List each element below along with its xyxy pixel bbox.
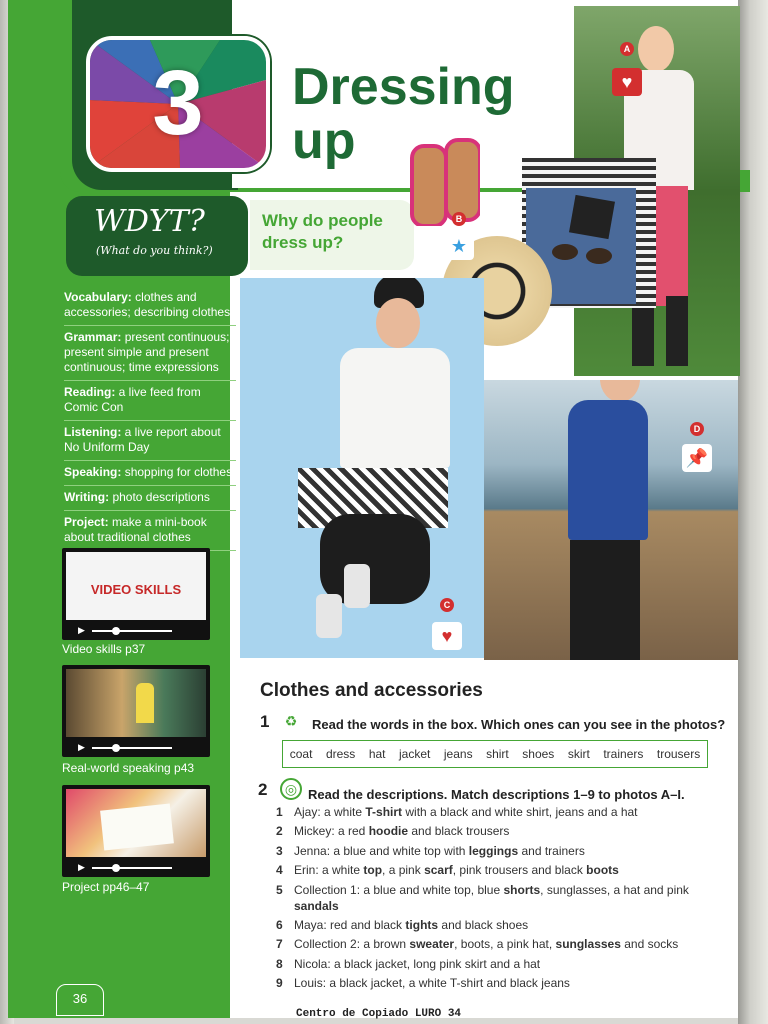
list-item bbox=[276, 975, 726, 991]
topic-label: Reading: bbox=[64, 385, 116, 399]
list-item bbox=[276, 823, 726, 839]
item-text-part: and black trousers bbox=[408, 824, 510, 839]
word-item: skirt bbox=[567, 747, 590, 761]
item-text bbox=[294, 956, 540, 972]
video-screen bbox=[66, 552, 206, 620]
topic-text: photo descriptions bbox=[109, 490, 210, 504]
wdyt-subheading: (What do you think?) bbox=[96, 244, 213, 257]
topic-item bbox=[64, 381, 236, 421]
list-item bbox=[276, 956, 726, 972]
list-item bbox=[276, 843, 726, 859]
item-number: 7 bbox=[276, 937, 283, 952]
topic-text: shopping for clothes bbox=[121, 465, 233, 479]
item-text bbox=[294, 882, 726, 914]
item-text-part: , sunglasses, a hat and pink bbox=[540, 882, 689, 897]
video-skills-logo: VIDEO SKILLS bbox=[90, 582, 182, 597]
trainer-right bbox=[344, 564, 370, 608]
item-text-part: Ajay: a white bbox=[294, 805, 366, 819]
page-number: 36 bbox=[56, 984, 104, 1016]
topic-text: a live report about No Uniform Day bbox=[64, 425, 221, 454]
sunglasses bbox=[552, 244, 616, 264]
blue-top bbox=[568, 400, 648, 540]
item-text-part: Jenna: a blue and white top with bbox=[294, 843, 469, 858]
item-number: 9 bbox=[276, 976, 283, 991]
keyword: top bbox=[363, 863, 383, 878]
exercises-panel bbox=[246, 662, 736, 1018]
video-caption: Real-world speaking p43 bbox=[62, 761, 195, 775]
unit-badge bbox=[86, 36, 270, 172]
keyword: leggings bbox=[468, 843, 519, 858]
item-text-part: Louis: a black jacket, a white T-shirt and black jeans bbox=[294, 976, 570, 991]
item-text-part: Maya: red and black bbox=[294, 917, 406, 932]
topic-label: Project: bbox=[64, 515, 109, 529]
white-tshirt bbox=[340, 348, 450, 468]
phone bbox=[569, 195, 615, 239]
word-item: jacket bbox=[399, 747, 431, 761]
item-text bbox=[294, 843, 585, 859]
item-number: 4 bbox=[276, 863, 283, 878]
video-caption: Project pp46–47 bbox=[62, 880, 150, 894]
list-item bbox=[276, 917, 726, 933]
item-text-part: and black shoes bbox=[438, 917, 529, 932]
keyword: shorts bbox=[503, 882, 541, 897]
progress-bar bbox=[92, 747, 172, 749]
unit-title-line1: Dressing bbox=[292, 58, 515, 116]
video-screen bbox=[66, 789, 206, 857]
word-item: hat bbox=[368, 747, 386, 761]
boot-right bbox=[666, 296, 688, 366]
word-item: trainers bbox=[603, 747, 644, 761]
page-edge bbox=[738, 0, 768, 1024]
item-number: 3 bbox=[276, 843, 283, 858]
keyword: T-shirt bbox=[365, 805, 403, 819]
topic-item bbox=[64, 286, 236, 326]
keyword: sweater bbox=[409, 937, 455, 952]
video-caption: Video skills p37 bbox=[62, 642, 146, 656]
black-leggings bbox=[570, 540, 640, 660]
item-text-part: with a black and white shirt, jeans and a hat bbox=[402, 805, 638, 819]
item-number: 1 bbox=[276, 805, 283, 819]
item-number: 8 bbox=[276, 956, 283, 971]
unit-number: 3 bbox=[152, 52, 204, 154]
progress-handle[interactable] bbox=[112, 864, 120, 872]
exercise-instruction: Read the words in the box. Which ones can you see in the photos? bbox=[312, 717, 726, 732]
shopper-figure bbox=[136, 683, 154, 723]
keyword: tights bbox=[405, 917, 439, 932]
exercise-instruction: Read the descriptions. Match descriptions 1–9 to photos A–I. bbox=[308, 787, 685, 802]
keyword: sandals bbox=[294, 898, 339, 913]
paper-sheet bbox=[100, 803, 174, 850]
item-text bbox=[294, 975, 570, 991]
exercise-number: 1 bbox=[260, 712, 270, 731]
wdyt-heading: WDYT? bbox=[94, 204, 205, 239]
unit-title-line2: up bbox=[292, 112, 356, 170]
photo-b-sandals bbox=[404, 130, 480, 226]
list-item bbox=[276, 882, 726, 914]
topic-text: a live feed from Comic Con bbox=[64, 385, 201, 414]
person-head bbox=[600, 380, 640, 402]
list-item bbox=[276, 862, 726, 878]
topic-label: Writing: bbox=[64, 490, 110, 504]
exercise-number: 2 bbox=[258, 780, 268, 799]
item-text bbox=[294, 804, 638, 820]
photo-tag: A bbox=[620, 42, 634, 56]
item-text-part: Mickey: a red bbox=[294, 824, 369, 839]
item-text-part: Collection 1: a blue and white top, blue bbox=[294, 882, 504, 897]
topic-item bbox=[64, 421, 236, 461]
item-number: 6 bbox=[276, 917, 283, 932]
video-screen bbox=[66, 669, 206, 737]
video-thumbnail[interactable] bbox=[62, 665, 210, 757]
item-text-part: and trainers bbox=[518, 843, 585, 858]
star-icon[interactable]: ★ bbox=[444, 232, 474, 260]
topic-text: present continuous; present simple and present continuous; time expressions bbox=[64, 330, 230, 374]
item-text-part: and socks bbox=[620, 937, 679, 952]
progress-handle[interactable] bbox=[112, 744, 120, 752]
topic-text: clothes and accessories; describing clothes bbox=[64, 290, 231, 319]
section-title: Clothes and accessories bbox=[260, 680, 483, 701]
trainer-left bbox=[316, 594, 342, 638]
item-text-part: , a pink bbox=[382, 863, 425, 878]
topic-label: Speaking: bbox=[64, 465, 122, 479]
play-icon[interactable]: ▶ bbox=[78, 742, 85, 752]
word-item: coat bbox=[289, 747, 313, 761]
footer-stamp: Centro de Copiado LURO 34 bbox=[296, 1008, 462, 1020]
item-text-part: Nicola: a black jacket, long pink skirt and a hat bbox=[294, 956, 541, 971]
word-box bbox=[282, 740, 708, 768]
topic-label: Vocabulary: bbox=[64, 290, 132, 304]
sandal-left bbox=[410, 144, 448, 226]
photo-tag: B bbox=[452, 212, 466, 226]
word-item: jeans bbox=[443, 747, 473, 761]
word-item: trousers bbox=[656, 747, 701, 761]
progress-handle[interactable] bbox=[112, 627, 120, 635]
recycle-icon: ♻ bbox=[284, 713, 298, 729]
topic-item bbox=[64, 511, 236, 551]
progress-bar bbox=[92, 630, 172, 632]
wdyt-question: Why do people dress up? bbox=[262, 211, 383, 252]
photo-tag: C bbox=[440, 598, 454, 612]
person-head bbox=[638, 26, 674, 72]
topic-item bbox=[64, 486, 236, 511]
sandal-right bbox=[444, 138, 480, 222]
list-item bbox=[276, 936, 726, 952]
play-icon[interactable]: ▶ bbox=[78, 862, 85, 872]
item-text-part: Collection 2: a brown bbox=[294, 937, 410, 952]
item-number: 5 bbox=[276, 882, 283, 897]
item-text bbox=[294, 823, 509, 839]
item-number: 2 bbox=[276, 824, 283, 839]
black-jeans bbox=[320, 514, 430, 604]
item-text-part: , boots, a pink hat, bbox=[454, 937, 556, 952]
word-item: shirt bbox=[486, 747, 509, 761]
keyword: hoodie bbox=[368, 824, 409, 839]
item-text bbox=[294, 862, 619, 878]
person-head bbox=[376, 298, 420, 348]
keyword: boots bbox=[586, 863, 619, 878]
item-text bbox=[294, 936, 678, 952]
play-icon[interactable]: ▶ bbox=[78, 625, 85, 635]
keyword: sunglasses bbox=[555, 937, 621, 952]
word-item: dress bbox=[325, 747, 356, 761]
topic-label: Listening: bbox=[64, 425, 122, 439]
item-text-part: Erin: a white bbox=[294, 863, 364, 878]
target-icon: ◎ bbox=[280, 778, 302, 800]
list-item bbox=[276, 804, 726, 820]
topic-label: Grammar: bbox=[64, 330, 122, 344]
item-text bbox=[294, 917, 528, 933]
video-thumbnail[interactable] bbox=[62, 785, 210, 877]
wdyt-box bbox=[66, 196, 248, 276]
heart-icon[interactable]: ♥ bbox=[432, 622, 462, 650]
wdyt-question-box bbox=[250, 200, 414, 270]
topic-item bbox=[64, 326, 236, 381]
topic-item bbox=[64, 461, 236, 486]
keyword: scarf bbox=[424, 863, 453, 878]
heart-icon[interactable]: ♥ bbox=[612, 68, 642, 96]
word-item: shoes bbox=[522, 747, 555, 761]
video-thumbnail[interactable] bbox=[62, 548, 210, 640]
item-text-part: , pink trousers and black bbox=[452, 863, 587, 878]
topic-text: make a mini-book about traditional clothes bbox=[64, 515, 207, 544]
unit-topics bbox=[64, 286, 236, 551]
progress-bar bbox=[92, 867, 172, 869]
pin-icon[interactable]: 📌 bbox=[682, 444, 712, 472]
description-list bbox=[276, 804, 726, 995]
photo-tag: D bbox=[690, 422, 704, 436]
